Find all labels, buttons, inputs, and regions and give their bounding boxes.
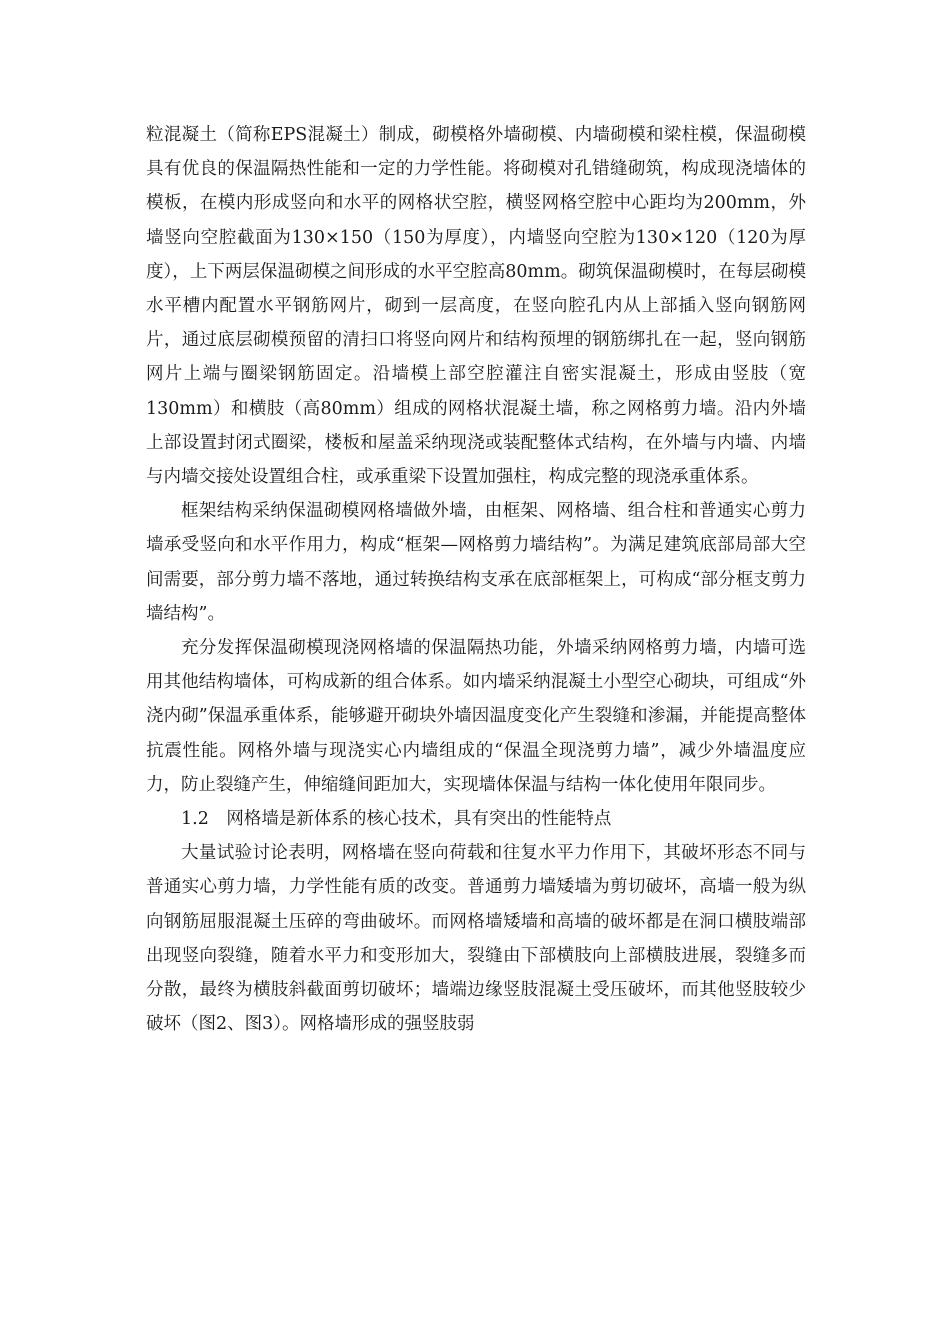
paragraph-combined-system: 充分发挥保温砌模现浇网格墙的保温隔热功能，外墙采纳网格剪力墙，内墙可选用其他结构墙体，可构成新的组合体系。如内墙采纳混凝土小型空心砌块，可组成“外浇内砌”保温承重体系，能够避开砌块外墙因温度变化产生裂缝和渗漏，并能提高整体抗震性能。网格外墙与现浇实心内墙组成的“保温全现浇剪力墙”，减少外墙温度应力，防止裂缝产生，伸缩缝间距加大，实现墙体保温与结构一体化使用年限同步。 (146, 638, 806, 795)
document-body (146, 118, 806, 1041)
section-heading: 1.2 网格墙是新体系的核心技术，具有突出的性能特点 (181, 809, 612, 830)
paragraph-frame-structure: 框架结构采纳保温砌模网格墙做外墙，由框架、网格墙、组合柱和普通实心剪力墙承受竖向和水平作用力，构成“框架—网格剪力墙结构”。为满足建筑底部局部大空间需要，部分剪力墙不落地，通过转换结构支承在底部框架上，可构成“部分框支剪力墙结构”。 (146, 501, 806, 624)
paragraph-continuation: 粒混凝土（简称EPS混凝土）制成，砌模格外墙砌模、内墙砌模和梁柱模，保温砌模具有优良的保温隔热性能和一定的力学性能。将砌模对孔错缝砌筑，构成现浇墙体的模板，在模内形成竖向和水平的网格状空腔，横竖网格空腔中心距均为200mm，外墙竖向空腔截面为130×150（150为厚度），内墙竖向空腔为130×120（120为厚度），上下两层保温砌模之间形成的水平空腔高80mm。砌筑保温砌模时，在每层砌模水平槽内配置水平钢筋网片，砌到一层高度，在竖向腔孔内从上部插入竖向钢筋网片，通过底层砌模预留的清扫口将竖向网片和结构预埋的钢筋绑扎在一起，竖向钢筋网片上端与圈梁钢筋固定。沿墙模上部空腔灌注自密实混凝土，形成由竖肢（宽130mm）和横肢（高80mm）组成的网格状混凝土墙，称之网格剪力墙。沿内外墙上部设置封闭式圈梁，楼板和屋盖采纳现浇或装配整体式结构，在外墙与内墙、内墙与内墙交接处设置组合柱，或承重梁下设置加强柱，构成完整的现浇承重体系。 (146, 125, 806, 488)
paragraph-test-results: 大量试验讨论表明，网格墙在竖向荷载和往复水平力作用下，其破坏形态不同与普通实心剪力墙，力学性能有质的改变。普通剪力墙矮墙为剪切破坏，高墙一般为纵向钢筋屈服混凝土压碎的弯曲破坏。而网格墙矮墙和高墙的破坏都是在洞口横肢端部出现竖向裂缝，随着水平力和变形加大，裂缝由下部横肢向上部横肢进展，裂缝多而分散，最终为横肢斜截面剪切破坏；墙端边缘竖肢混凝土受压破坏，而其他竖肢较少破坏（图2、图3）。网格墙形成的强竖肢弱 (146, 843, 806, 1035)
